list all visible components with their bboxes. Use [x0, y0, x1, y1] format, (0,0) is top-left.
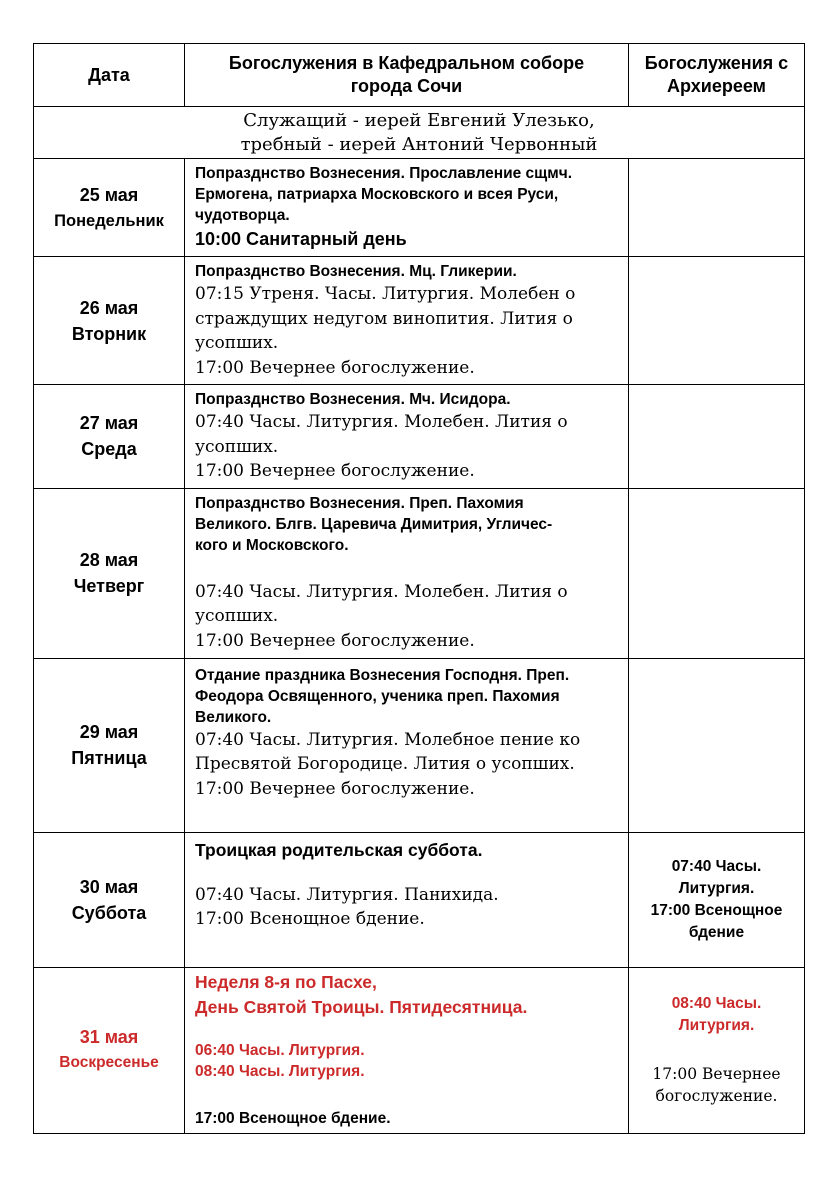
schedule-line: 17:00 Всенощное бдение.	[195, 1109, 391, 1127]
feast-title	[195, 665, 618, 728]
day-weekday: Четверг	[73, 576, 145, 596]
feast-title-line: Попразднство Вознесения. Прославление сщмч.	[195, 165, 573, 182]
bishop-line: Литургия.	[678, 879, 755, 897]
day-row	[34, 159, 805, 257]
date-cell	[34, 658, 185, 832]
day-date: 30 мая	[79, 876, 139, 897]
schedule-line: 17:00 Вечернее богослужение.	[195, 778, 475, 799]
bishop-line: 17:00 Вечернее	[652, 1065, 781, 1083]
special-notice: Троицкая родительская суббота.	[195, 839, 483, 860]
header-cathedral-text: Богослужения в Кафедральном соборе города Сочи	[228, 53, 585, 96]
clergy-row	[34, 107, 805, 159]
schedule-line: 07:40 Часы. Литургия. Молебен. Лития о	[195, 581, 568, 602]
feast-title-line: чудотворца.	[195, 207, 290, 224]
day-weekday: Вторник	[71, 323, 147, 344]
feast-title-line: Отдание праздника Вознесения Господня. Преп.	[195, 666, 570, 684]
spacer	[195, 863, 618, 883]
day-weekday: Среда	[81, 439, 137, 460]
feast-title: Попразднство Вознесения. Мц. Гликерии.	[195, 263, 517, 280]
feast-title: Попразднство Вознесения. Мч. Исидора.	[195, 391, 511, 408]
day-date: 25 мая	[79, 184, 139, 205]
schedule-line: 07:40 Часы. Литургия. Молебное пение ко	[195, 729, 581, 750]
date-cell	[34, 488, 185, 658]
bishop-evening	[629, 1063, 804, 1107]
schedule-line: усопших.	[195, 606, 279, 626]
clergy-line-1: Служащий - иерей Евгений Улезько,	[243, 109, 595, 131]
day-weekday: Суббота	[71, 902, 147, 923]
services-cell	[185, 832, 629, 967]
day-row	[34, 488, 805, 658]
schedule-line: страждущих недугом винопития. Лития о	[195, 308, 573, 329]
schedule-line: 06:40 Часы. Литургия.	[195, 1041, 365, 1059]
day-date: 26 мая	[79, 297, 139, 318]
service-schedule	[195, 728, 618, 802]
special-notice: 10:00 Санитарный день	[195, 229, 407, 249]
spacer	[195, 556, 618, 580]
services-cell	[185, 385, 629, 489]
date-cell	[34, 967, 185, 1133]
service-schedule	[195, 1040, 618, 1082]
bishop-liturgy	[629, 993, 804, 1037]
schedule-line: Пресвятой Богородице. Лития о усопших.	[195, 754, 575, 774]
schedule-line: 17:00 Вечернее богослужение.	[195, 357, 475, 378]
day-row	[34, 385, 805, 489]
services-cell	[185, 967, 629, 1133]
feast-title-line: Великого.	[195, 708, 272, 726]
day-row	[34, 257, 805, 385]
day-weekday: Понедельник	[54, 211, 164, 230]
feast-title	[195, 970, 618, 1020]
bishop-line: бдение	[688, 923, 745, 941]
bishop-cell	[629, 832, 805, 967]
spacer	[629, 1037, 804, 1063]
feast-title-line: Великого. Блгв. Царевича Димитрия, Угличес-	[195, 515, 553, 533]
day-date: 31 мая	[79, 1027, 139, 1047]
spacer	[195, 1082, 618, 1108]
day-weekday: Воскресенье	[59, 1054, 159, 1071]
clergy-line-2: требный - иерей Антоний Червонный	[240, 133, 598, 155]
schedule-line: усопших.	[195, 436, 279, 457]
header-row	[34, 44, 805, 107]
service-schedule	[195, 580, 618, 654]
bishop-cell	[629, 967, 805, 1133]
bishop-line: 08:40 Часы.	[671, 995, 762, 1012]
feast-title-line: Феодора Освященного, ученика преп. Пахомия	[195, 687, 560, 705]
bishop-line: Литургия.	[678, 1017, 755, 1034]
services-cell	[185, 257, 629, 385]
schedule-line: 17:00 Вечернее богослужение.	[195, 630, 475, 651]
date-cell	[34, 832, 185, 967]
header-cathedral	[185, 44, 629, 107]
feast-title-line: Ермогена, патриарха Московского и всея Руси,	[195, 186, 559, 203]
bishop-cell	[629, 658, 805, 832]
bishop-cell	[629, 257, 805, 385]
bishop-cell	[629, 159, 805, 257]
header-bishop-text: Богослужения с Архиереем	[644, 53, 789, 96]
service-schedule	[195, 883, 618, 932]
feast-title-line: Неделя 8-я по Пасхе,	[195, 971, 377, 992]
day-row	[34, 967, 805, 1133]
day-row	[34, 832, 805, 967]
clergy-cell	[34, 107, 805, 159]
feast-title-line: Попразднство Вознесения. Преп. Пахомия	[195, 494, 524, 512]
day-date: 29 мая	[79, 722, 139, 742]
bishop-cell	[629, 385, 805, 489]
bishop-line: 07:40 Часы.	[671, 857, 762, 875]
feast-title-line: кого и Московского.	[195, 536, 349, 554]
schedule-line: усопших.	[195, 333, 279, 353]
bishop-line: 17:00 Всенощное	[650, 901, 783, 919]
schedule-line: 07:40 Часы. Литургия. Панихида.	[195, 884, 499, 905]
schedule-line: 17:00 Всенощное бдение.	[195, 909, 425, 929]
schedule-sheet	[33, 43, 804, 1134]
schedule-line: 08:40 Часы. Литургия.	[195, 1062, 365, 1080]
bishop-cell	[629, 488, 805, 658]
feast-title	[195, 163, 618, 226]
services-cell	[185, 488, 629, 658]
feast-title	[195, 493, 618, 556]
bishop-line: богослужение.	[655, 1087, 778, 1105]
services-cell	[185, 159, 629, 257]
schedule-line: 17:00 Вечернее богослужение.	[195, 461, 475, 481]
feast-title-line: День Святой Троицы. Пятидесятница.	[195, 996, 528, 1017]
date-cell	[34, 257, 185, 385]
schedule-table	[33, 43, 805, 1134]
day-row	[34, 658, 805, 832]
day-date: 27 мая	[79, 413, 139, 434]
schedule-line: 07:40 Часы. Литургия. Молебен. Лития о	[195, 412, 568, 432]
services-cell	[185, 658, 629, 832]
header-date: Дата	[34, 44, 185, 107]
header-bishop	[629, 44, 805, 107]
day-weekday: Пятница	[71, 748, 147, 768]
day-date: 28 мая	[79, 550, 139, 570]
service-schedule	[195, 410, 618, 484]
date-cell	[34, 385, 185, 489]
service-schedule	[195, 282, 618, 380]
date-cell	[34, 159, 185, 257]
schedule-line: 07:15 Утреня. Часы. Литургия. Молебен о	[195, 284, 576, 304]
spacer	[195, 1020, 618, 1040]
